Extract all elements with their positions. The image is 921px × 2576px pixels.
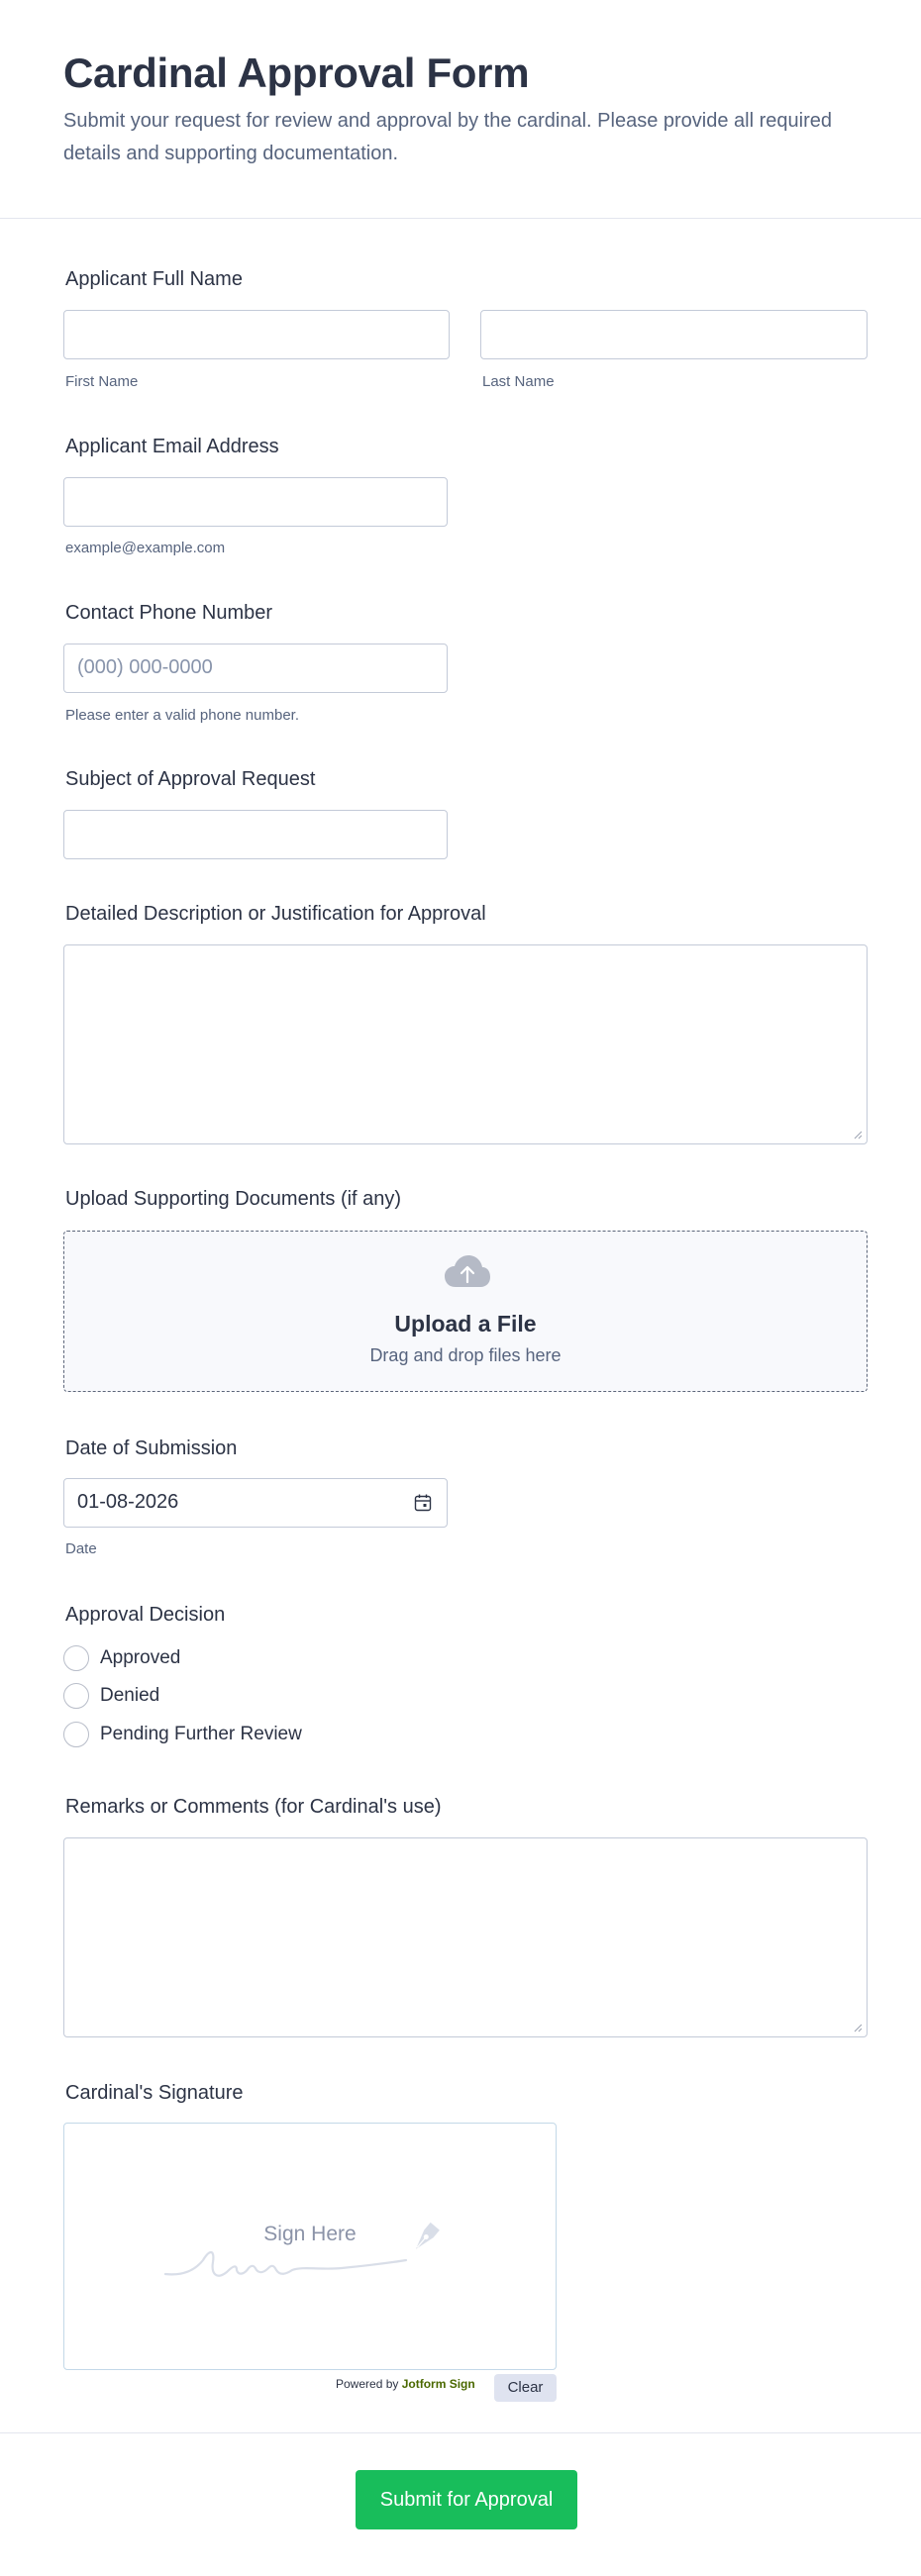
upload-label: Upload Supporting Documents (if any) [65,1188,402,1210]
upload-subtitle: Drag and drop files here [369,1345,562,1365]
radio-button[interactable] [63,1645,89,1671]
radio-label: Denied [100,1685,160,1706]
radio-label: Pending Further Review [100,1724,302,1744]
resize-grip-icon[interactable] [853,1130,863,1139]
phone-label: Contact Phone Number [65,602,273,624]
upload-title: Upload a File [394,1311,537,1337]
powered-brand-link[interactable]: Jotform Sign [401,2377,475,2391]
phone-input[interactable] [63,644,448,693]
phone-sublabel: Please enter a valid phone number. [65,707,299,724]
resize-grip-icon[interactable] [853,2023,863,2032]
powered-by [336,2377,475,2391]
radio-button[interactable] [63,1722,89,1747]
footer-divider [0,2432,921,2433]
signature-placeholder: Sign Here [263,2223,357,2245]
date-value: 01-08-2026 [77,1491,179,1513]
description-textarea[interactable] [63,944,868,1144]
last-name-sublabel: Last Name [482,373,555,390]
subject-label: Subject of Approval Request [65,768,316,790]
date-label: Date of Submission [65,1437,238,1459]
description-label: Detailed Description or Justification for Approval [65,903,486,925]
remarks-label: Remarks or Comments (for Cardinal's use) [65,1796,442,1818]
email-input[interactable] [63,477,448,527]
email-sublabel: example@example.com [65,540,226,556]
subject-input[interactable] [63,810,448,859]
powered-prefix: Powered by [336,2377,399,2391]
radio-button[interactable] [63,1683,89,1709]
submit-button[interactable]: Submit for Approval [356,2470,577,2529]
first-name-input[interactable] [63,310,450,359]
form-header [0,0,921,219]
calendar-icon[interactable] [413,1493,433,1513]
first-name-sublabel: First Name [65,373,139,390]
last-name-input[interactable] [480,310,868,359]
remarks-textarea[interactable] [63,1837,868,2037]
form-title: Cardinal Approval Form [63,50,530,96]
cloud-upload-icon [444,1253,491,1289]
radio-label: Approved [100,1647,181,1668]
full-name-label: Applicant Full Name [65,268,243,290]
decision-label: Approval Decision [65,1604,226,1626]
signature-label: Cardinal's Signature [65,2082,244,2104]
date-input[interactable] [63,1478,448,1528]
signature-pad[interactable] [63,2123,557,2370]
upload-dropzone[interactable] [63,1231,868,1392]
email-label: Applicant Email Address [65,436,279,457]
form-subtitle: Submit your request for review and approval by the cardinal. Please provide all required details and supporting documentation. [63,110,832,164]
phone-placeholder: (000) 000-0000 [77,656,213,678]
clear-signature-button[interactable]: Clear [494,2374,557,2402]
date-sublabel: Date [65,1540,97,1557]
